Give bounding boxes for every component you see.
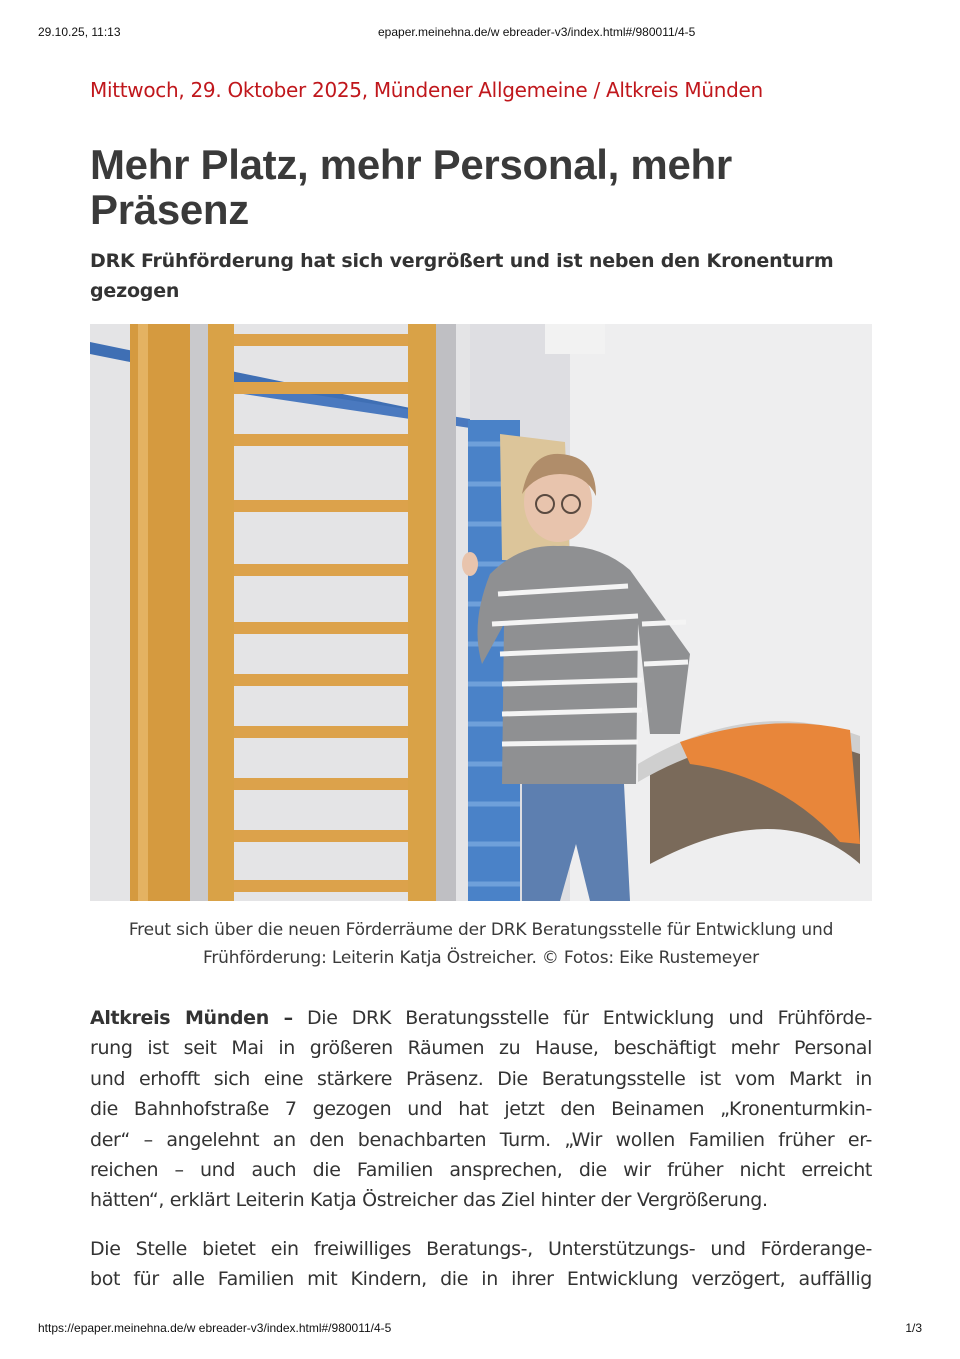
text-line: und erhofft sich eine stärkere Präsenz. Die Beratungsstelle ist vom Markt in (90, 1067, 872, 1090)
print-datetime: 29.10.25, 11:13 (38, 25, 121, 39)
text-line: rung ist seit Mai in größeren Räumen zu Hause, beschäftigt mehr Personal (90, 1037, 872, 1060)
text-line: hätten“, erklärt Leiterin Katja Östreicher das Ziel hinter der Vergrößerung. (90, 1189, 768, 1212)
text-line: die Bahnhofstraße 7 gezogen und hat jetzt den Beinamen „Kronenturmkin- (90, 1098, 872, 1121)
photo-caption: Freut sich über die neuen Förderräume der DRK Beratungsstelle für Entwicklung und Frühförderung: Leiterin Katja Östreicher. © Fotos: Eike Rustemeyer (128, 920, 834, 968)
headline: Mehr Platz, mehr Personal, mehr Präsenz (90, 141, 732, 233)
text-line: Die Stelle bietet ein freiwilliges Beratungs-, Unterstützungs- und Förderange- (90, 1237, 872, 1260)
text-line: reichen – und auch die Familien ansprechen, die wir früher nicht erreicht (90, 1159, 872, 1182)
lead-in: Altkreis Münden – (90, 1007, 293, 1029)
print-footer (0, 1321, 960, 1337)
dateline: Mittwoch, 29. Oktober 2025, Mündener Allgemeine / Altkreis Münden (90, 78, 763, 102)
page-number: 1/3 (905, 1321, 922, 1335)
text-line: der“ – angelehnt an den benachbarten Turm. „Wir wollen Familien früher er- (90, 1128, 872, 1151)
article-body (90, 1003, 872, 1313)
article-photo (90, 324, 872, 901)
print-header (0, 25, 960, 41)
footer-url: https://epaper.meinehna.de/w ebreader-v3/index.html#/980011/4-5 (38, 1321, 392, 1335)
subheadline: DRK Frühförderung hat sich vergrößert und ist neben den Kronenturm gezogen (90, 250, 834, 302)
article-header (90, 74, 872, 306)
paragraph-1 (90, 1003, 872, 1216)
text-line: bot für alle Familien mit Kindern, die in ihrer Entwicklung verzögert, auffällig (90, 1268, 872, 1291)
text-line: Altkreis Münden – Die DRK Beratungsstelle für Entwicklung und Frühförde- (90, 1007, 872, 1029)
print-url: epaper.meinehna.de/w ebreader-v3/index.html#/980011/4-5 (378, 25, 696, 39)
paragraph-2 (90, 1234, 872, 1295)
